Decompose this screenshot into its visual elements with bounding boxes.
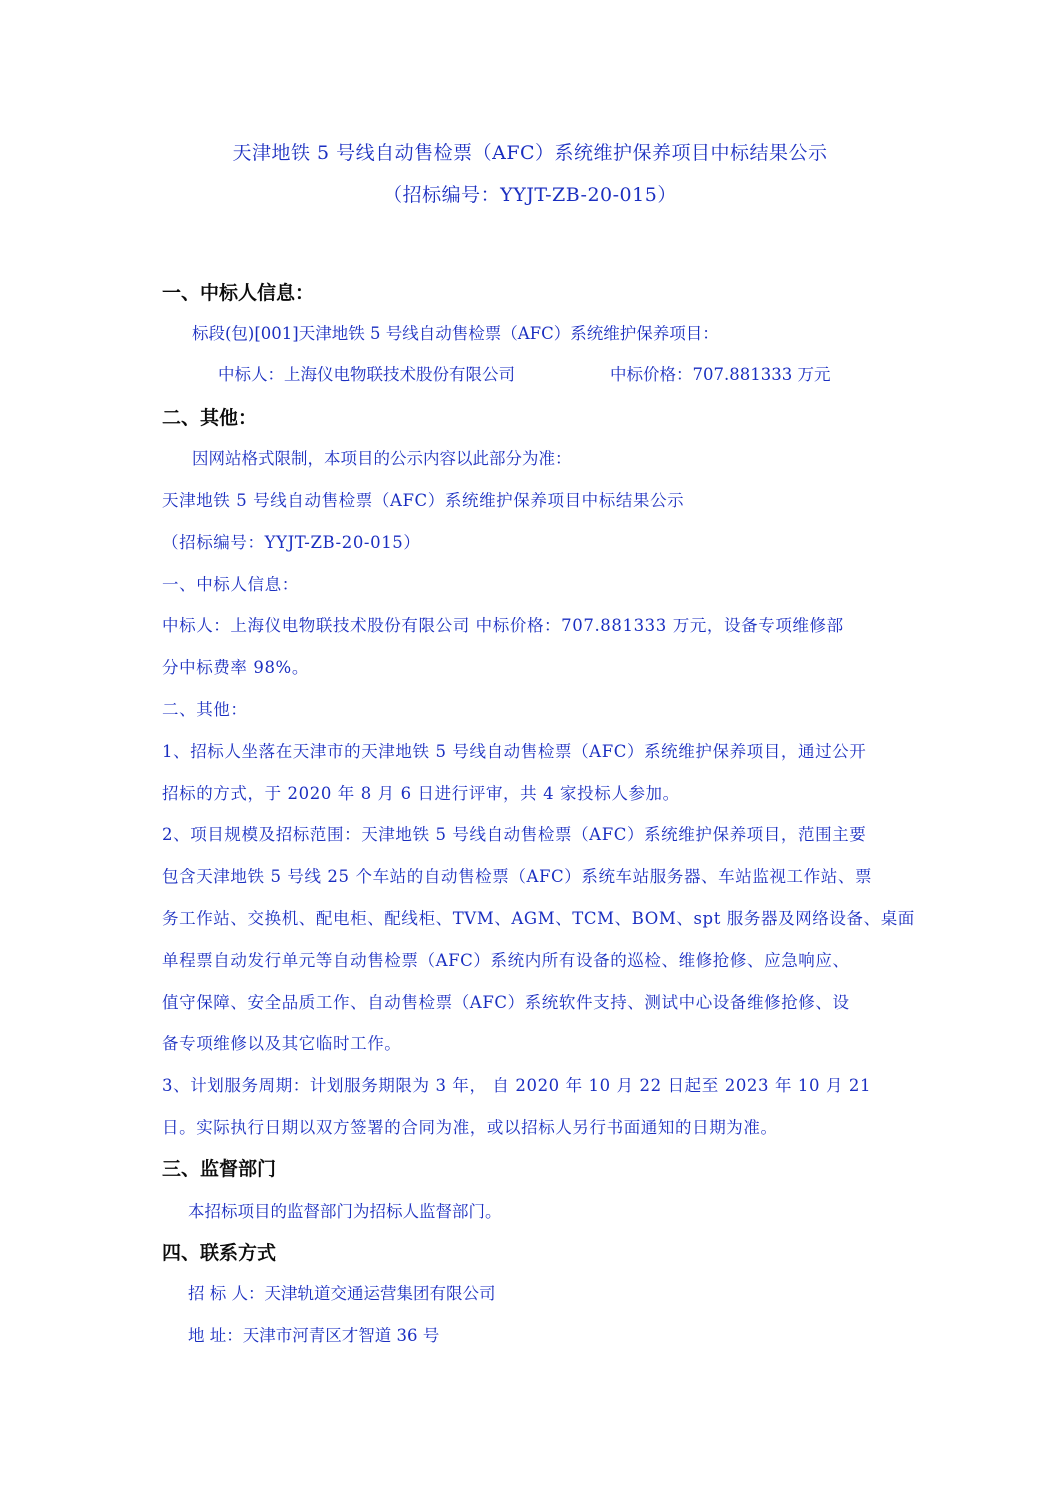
section-heading-supervision: 三、监督部门 — [162, 1158, 277, 1180]
supervision-text: 本招标项目的监督部门为招标人监督部门。 — [188, 1202, 502, 1221]
address-line: 地 址：天津市河青区才智道 36 号 — [188, 1326, 440, 1345]
bid-number: （招标编号：YYJT-ZB-20-015） — [383, 184, 677, 206]
repeated-bid-number: （招标编号：YYJT-ZB-20-015） — [162, 533, 421, 552]
document-title: 天津地铁 5 号线自动售检票（AFC）系统维护保养项目中标结果公示 — [232, 142, 828, 164]
paragraph-2-line-4: 单程票自动发行单元等自动售检票（AFC）系统内所有设备的巡检、维修抢修、应急响应、 — [162, 951, 850, 970]
section-heading-other: 二、其他： — [162, 407, 258, 429]
section-heading-winner-info: 一、中标人信息： — [162, 282, 315, 304]
winner-detail-line-1: 中标人：上海仪电物联技术股份有限公司 中标价格：707.881333 万元，设备专项维修部 — [162, 616, 844, 635]
tenderer-line: 招 标 人：天津轨道交通运营集团有限公司 — [188, 1284, 496, 1303]
paragraph-1-line-2: 招标的方式，于 2020 年 8 月 6 日进行评审，共 4 家投标人参加。 — [162, 784, 680, 803]
winner-price: 中标价格：707.881333 万元 — [610, 365, 831, 384]
paragraph-2-line-1: 2、项目规模及招标范围：天津地铁 5 号线自动售检票（AFC）系统维护保养项目，范围主要 — [162, 825, 867, 844]
paragraph-3-line-1: 3、计划服务周期：计划服务期限为 3 年， 自 2020 年 10 月 22 日起至 2023 年 10 月 21 — [162, 1076, 872, 1095]
paragraph-2-line-6: 备专项维修以及其它临时工作。 — [162, 1034, 402, 1053]
paragraph-2-line-5: 值守保障、安全品质工作、自动售检票（AFC）系统软件支持、测试中心设备维修抢修、设 — [162, 993, 850, 1012]
format-note: 因网站格式限制，本项目的公示内容以此部分为准： — [192, 449, 572, 468]
paragraph-1-line-1: 1、招标人坐落在天津市的天津地铁 5 号线自动售检票（AFC）系统维护保养项目，通过公开 — [162, 742, 867, 761]
section-heading-contact: 四、联系方式 — [162, 1242, 277, 1264]
winner-detail-line-2: 分中标费率 98%。 — [162, 658, 309, 677]
segment-line: 标段(包)[001]天津地铁 5 号线自动售检票（AFC）系统维护保养项目： — [192, 324, 719, 343]
sub-heading-other: 二、其他： — [162, 700, 248, 719]
paragraph-2-line-3: 务工作站、交换机、配电柜、配线柜、TVM、AGM、TCM、BOM、spt 服务器及网络设备、桌面 — [162, 909, 915, 928]
winner-name: 中标人：上海仪电物联技术股份有限公司 — [218, 365, 515, 384]
repeated-title: 天津地铁 5 号线自动售检票（AFC）系统维护保养项目中标结果公示 — [162, 491, 685, 510]
sub-heading-winner-info: 一、中标人信息： — [162, 575, 299, 594]
paragraph-2-line-2: 包含天津地铁 5 号线 25 个车站的自动售检票（AFC）系统车站服务器、车站监视工作站、票 — [162, 867, 873, 886]
paragraph-3-line-2: 日。实际执行日期以双方签署的合同为准，或以招标人另行书面通知的日期为准。 — [162, 1118, 778, 1137]
